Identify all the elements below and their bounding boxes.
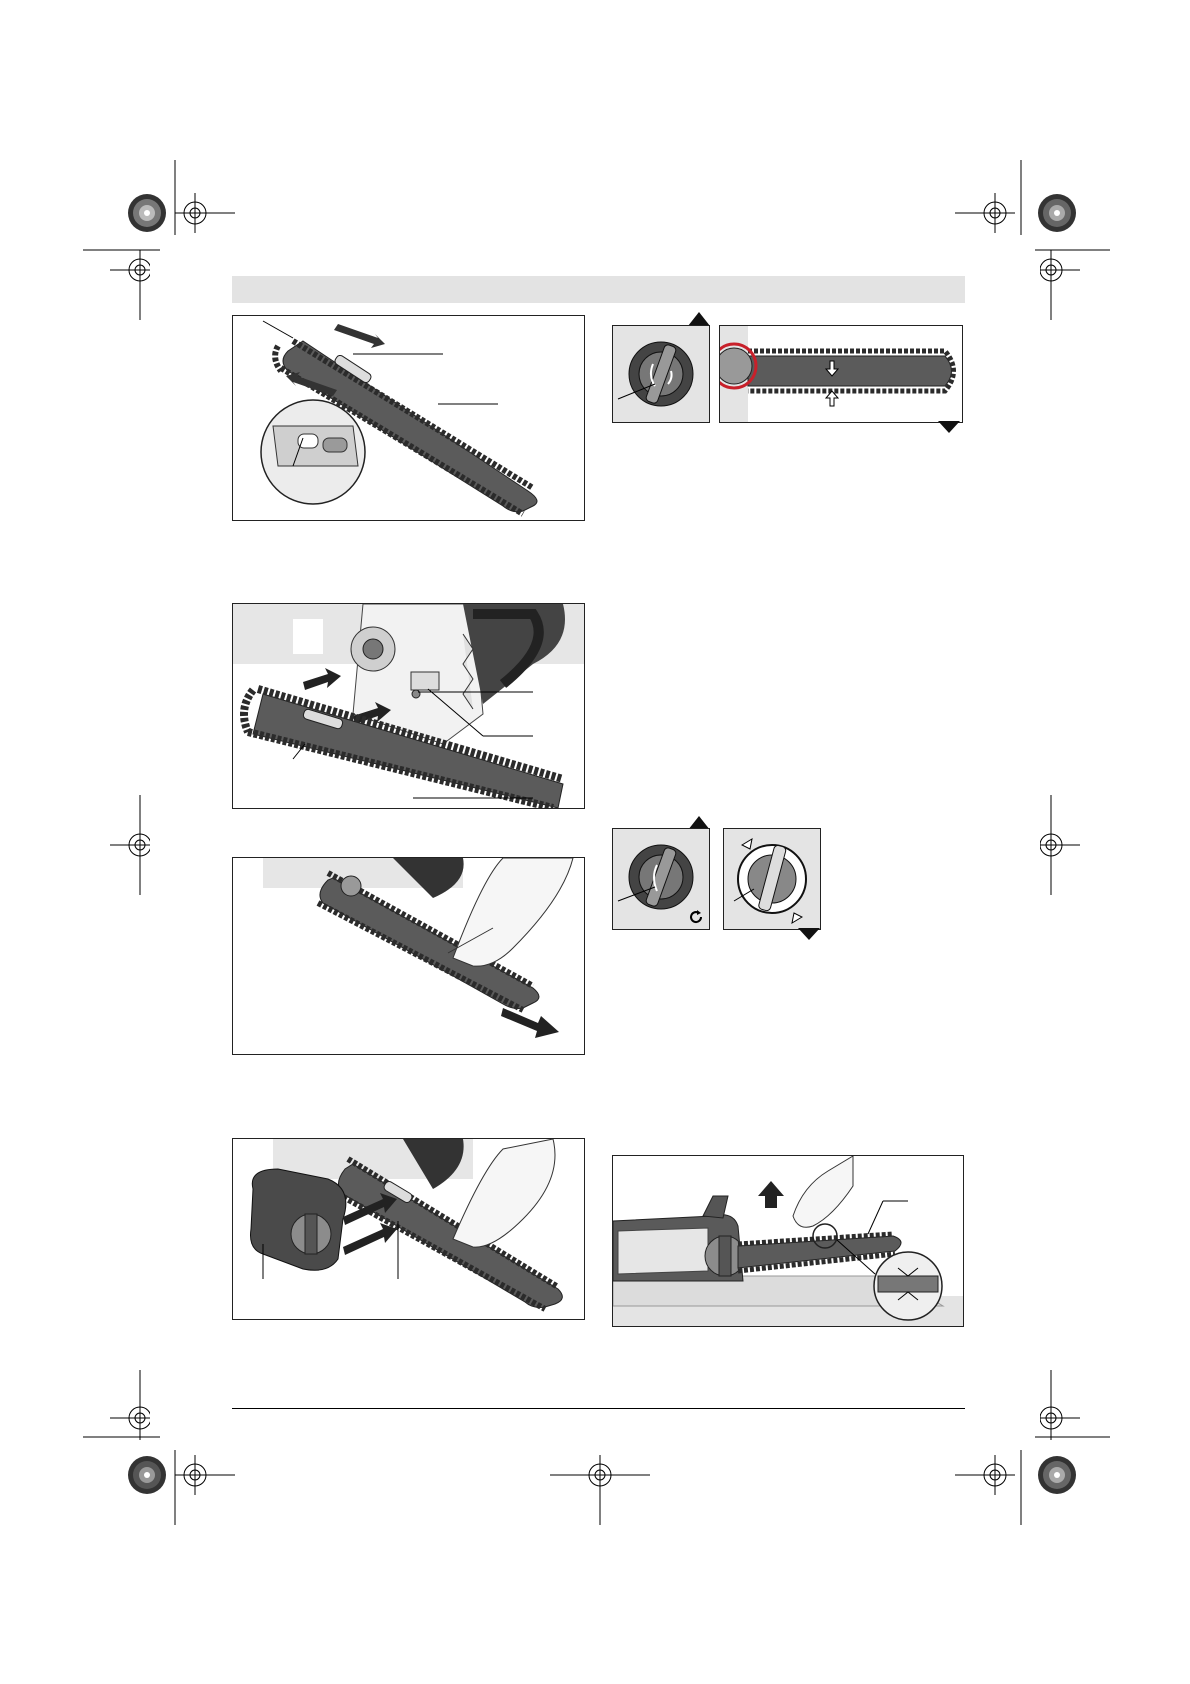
color-calibration-wheel-icon bbox=[127, 1455, 167, 1495]
figure-knob-lock-right bbox=[723, 828, 821, 930]
color-calibration-wheel-icon bbox=[1037, 193, 1077, 233]
triangle-marker-icon bbox=[938, 421, 960, 433]
figure-knob-tension-left bbox=[612, 325, 710, 423]
figure-bar-pull bbox=[232, 857, 585, 1055]
registration-mark-icon bbox=[955, 1455, 1015, 1495]
registration-mark-icon bbox=[110, 250, 150, 320]
registration-mark-icon bbox=[955, 193, 1015, 233]
triangle-marker-icon bbox=[688, 312, 710, 326]
registration-mark-icon bbox=[1040, 795, 1080, 895]
registration-mark-icon bbox=[550, 1455, 650, 1525]
registration-mark-icon bbox=[110, 1370, 150, 1440]
rotate-arrow-icon bbox=[689, 909, 705, 925]
registration-mark-icon bbox=[175, 193, 235, 233]
figure-knob-tension-right bbox=[719, 325, 963, 423]
triangle-marker-icon bbox=[798, 928, 820, 940]
color-calibration-wheel-icon bbox=[1037, 1455, 1077, 1495]
registration-mark-icon bbox=[175, 1455, 235, 1495]
registration-mark-icon bbox=[1040, 250, 1080, 320]
page-header-band bbox=[232, 276, 965, 303]
figure-bar-mounting bbox=[232, 603, 585, 809]
figure-chain-check bbox=[612, 1155, 964, 1327]
page-footer-rule bbox=[232, 1408, 965, 1409]
figure-chain-direction bbox=[232, 315, 585, 521]
registration-mark-icon bbox=[1040, 1370, 1080, 1440]
figure-cover-attach bbox=[232, 1138, 585, 1320]
figure-knob-lock-left bbox=[612, 828, 710, 930]
color-calibration-wheel-icon bbox=[127, 193, 167, 233]
registration-mark-icon bbox=[110, 795, 150, 895]
